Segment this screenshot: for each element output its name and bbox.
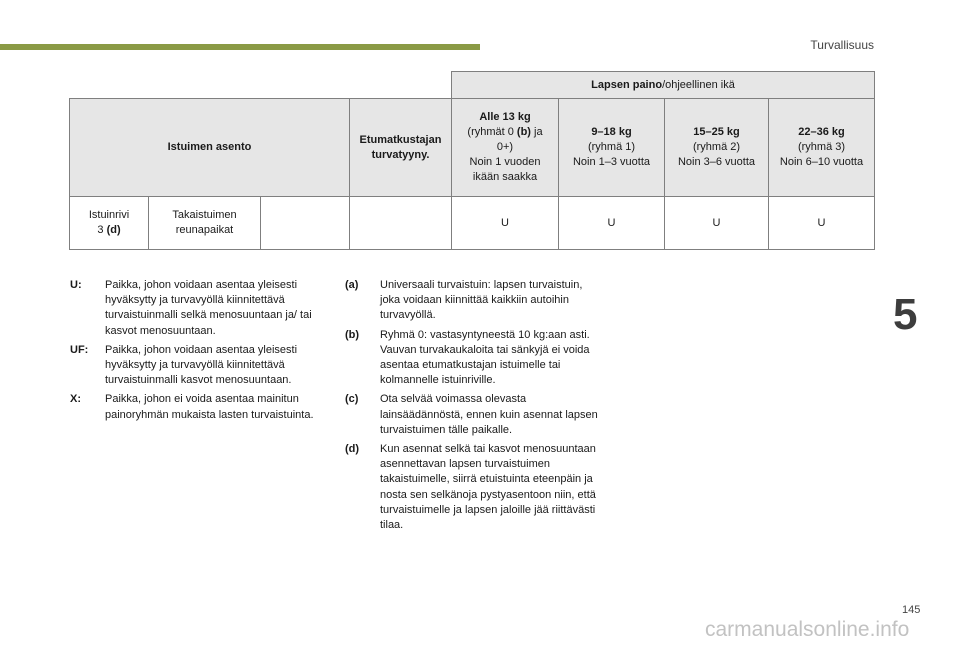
note-item: (c) Ota selvää voimassa olevasta lainsäädännöstä, ennen kuin asennat lapsen turvaistuimen tälle paikalle. [345,393,598,436]
header-accent-bar [0,44,480,50]
notes-list [345,278,600,537]
group-2-header: 15–25 kg (ryhmä 2) Noin 3–6 vuotta [665,99,769,197]
note-item: (d) Kun asennat selkä tai kasvot menosuuntaan asennettavan lapsen turvaistuimen takaistuimelle, siirrä etuistuinta eteenpäin ja nosta sen selkänoja pystyasentoon niin, että turvaistuimelle ja lapsen jaloille jää riittävästi tilaa. [345,443,596,532]
seat-position-header: Istuimen asento [70,99,350,197]
empty-cell [261,197,350,250]
page-number: 145 [902,604,921,616]
table-row [70,197,875,250]
legend-item: U: Paikka, johon voidaan asentaa yleisesti hyväksytty ja turvavyöllä kiinnitettävä turvaistuinmalli selkä menosuuntaan ja/ tai kasvot menosuuntaan. [70,279,312,337]
legend-item: X: Paikka, johon ei voida asentaa mainitun painoryhmän mukaista lasten turvaistuinta. [70,393,314,421]
value-cell: U [452,197,559,250]
legend-list [70,278,330,427]
section-title: Turvallisuus [810,38,874,52]
group-3-header: 22–36 kg (ryhmä 3) Noin 6–10 vuotta [769,99,875,197]
row-label: Istuinrivi 3 (d) [70,197,149,250]
airbag-header: Etumatkustajan turvatyyny. [350,99,452,197]
airbag-cell [350,197,452,250]
weight-group-header: Lapsen paino/ohjeellinen ikä [452,72,875,99]
watermark: carmanualsonline.info [705,618,910,641]
note-item: (b) Ryhmä 0: vastasyntyneestä 10 kg:aan asti. Vauvan turvakaukaloita tai sänkyjä ei voida asentaa etumatkustajan istuimelle tai kolmannelle istuinriville. [345,328,590,387]
child-seat-table [69,71,875,250]
note-item: (a) Universaali turvaistuin: lapsen turvaistuin, joka voidaan kiinnittää kaikkiin autoihin turvavyöllä. [345,279,583,322]
legend-item: UF: Paikka, johon voidaan asentaa yleisesti hyväksytty ja turvavyöllä kiinnitettävä turvaistuinmalli kasvot menosuuntaan. [70,343,298,387]
value-cell: U [665,197,769,250]
value-cell: U [769,197,875,250]
chapter-number: 5 [893,290,918,339]
value-cell: U [559,197,665,250]
group-1-header: 9–18 kg (ryhmä 1) Noin 1–3 vuotta [559,99,665,197]
seat-label: Takaistuimen reunapaikat [149,197,261,250]
group-0-header: Alle 13 kg (ryhmät 0 (b) ja 0+) Noin 1 vuoden ikään saakka [452,99,559,197]
